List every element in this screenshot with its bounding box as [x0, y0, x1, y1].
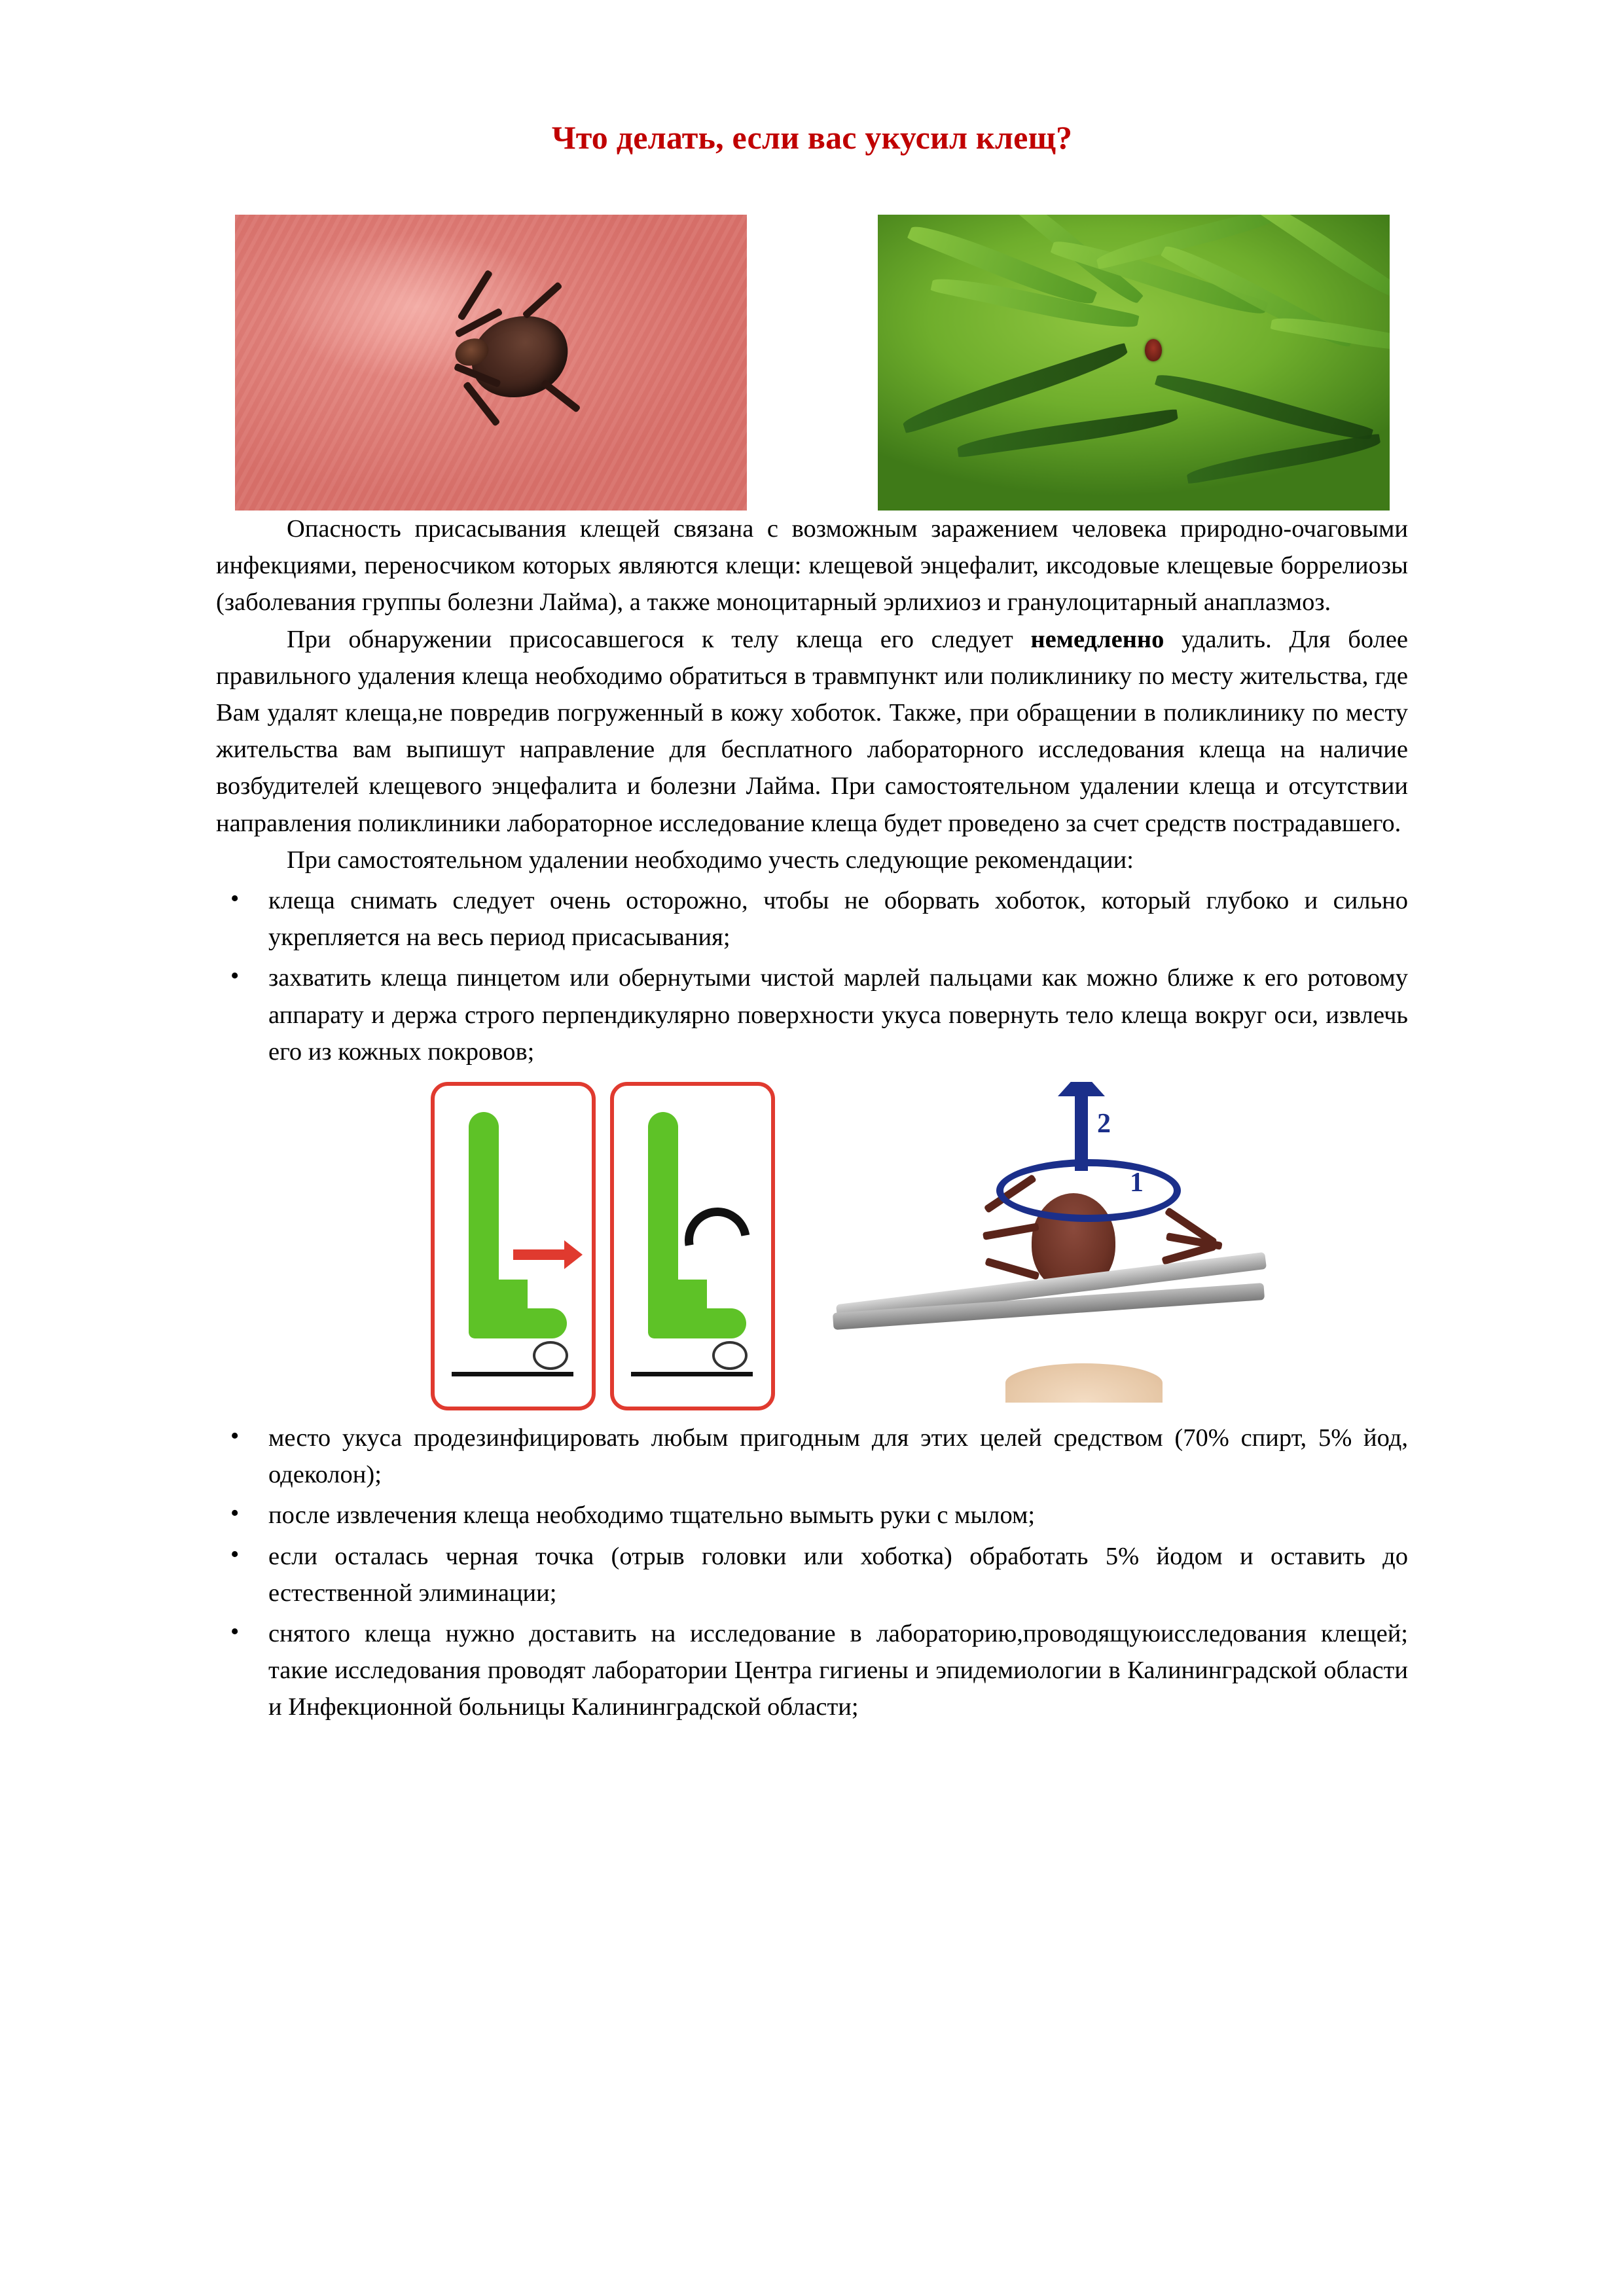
leaf-shape	[956, 408, 1179, 457]
tick-icon	[533, 1341, 568, 1370]
tweezer-tip	[469, 1308, 567, 1338]
leaf-shape	[1270, 312, 1389, 356]
photo-figure-row	[216, 215, 1408, 511]
intro-paragraph: Опасность присасывания клещей связана с возможным заражением человека природно-очаговыми инфекциями, переносчиком которых являются клещи: клещевой энцефалит, иксодовые клещевые боррелиозы (заболевания группы болезни Лайма), а также моноцитарный эрлихиоз и гранулоцитарный анаплазмоз.	[216, 515, 1408, 617]
tweezer-tip	[648, 1308, 746, 1338]
tweezer-arm	[648, 1112, 678, 1328]
tick-icon	[712, 1341, 748, 1370]
tick-on-leaf	[1145, 339, 1162, 361]
tick-on-leaves-photo	[878, 215, 1390, 511]
list-item: • если осталась черная точка (отрыв головки или хоботка) обработать 5% йодом и оставить до естественной элиминации;	[216, 1538, 1408, 1611]
tick-on-skin-photo	[235, 215, 747, 511]
recommendations-list-top	[216, 882, 1408, 1070]
tick-leg	[984, 1257, 1039, 1280]
page-title: Что делать, если вас укусил клещ?	[551, 119, 1073, 156]
diagram-step-rotate	[610, 1082, 775, 1410]
leaf-shape	[1185, 433, 1382, 484]
step-label-1: 1	[1130, 1168, 1144, 1198]
skin-surface-line	[452, 1372, 573, 1376]
tick-removal-diagram	[344, 1082, 1408, 1410]
diagram-step-pull	[431, 1082, 596, 1410]
list-item: • снятого клеща нужно доставить на исследование в лабораторию,проводящуюисследования клещей; такие исследования проводят лаборатории Центра гигиены и эпидемиологии в Калининградской области и Инфекционной больницы Калининградской области;	[216, 1615, 1408, 1726]
list-item: • клеща снимать следует очень осторожно, чтобы не оборвать хоботок, который глубоко и сильно укрепляется на весь период присасывания;	[216, 882, 1408, 956]
rotate-direction-arrow-icon	[672, 1194, 763, 1285]
list-item: • место укуса продезинфицировать любым пригодным для этих целей средством (70% спирт, 5% йод, одеколон);	[216, 1420, 1408, 1493]
rotation-ring-icon	[996, 1159, 1181, 1222]
leaf-shape	[1154, 368, 1373, 447]
pull-direction-arrow-icon	[513, 1249, 566, 1260]
lift-arrow-icon	[1075, 1092, 1088, 1171]
recommendations-list-bottom	[216, 1420, 1408, 1726]
skin-surface-line	[631, 1372, 753, 1376]
leaf-shape	[1254, 215, 1390, 305]
emphasis-immediately: немедленно	[1030, 625, 1164, 653]
tick-illustration	[451, 300, 575, 404]
step-label-2: 2	[1097, 1109, 1111, 1139]
removal-paragraph	[216, 621, 1408, 842]
tick-leg	[983, 1223, 1039, 1240]
diagram-step-extract	[789, 1082, 1321, 1403]
skin-surface	[1005, 1363, 1163, 1403]
recommendations-lead-in: При самостоятельном удалении необходимо учесть следующие рекомендации:	[287, 846, 1134, 874]
list-item: • после извлечения клеща необходимо тщательно вымыть руки с мылом;	[216, 1497, 1408, 1534]
removal-paragraph-part1: При обнаружении присосавшегося к телу клеща его следует	[287, 625, 1031, 653]
tweezer-arm	[469, 1112, 499, 1328]
list-item: • захватить клеща пинцетом или обернутыми чистой марлей пальцами как можно ближе к его ротовому аппарату и держа строго перпендикулярно поверхности укуса повернуть тело клеща вокруг оси, извлечь его из кожных покровов;	[216, 960, 1408, 1070]
removal-paragraph-part2: удалить. Для более правильного удаления клеща необходимо обратиться в травмпункт или поликлинику по месту жительства, где Вам удалят клеща,не повредив погруженный в кожу хоботок. Также, при обращении в поликлинику по месту жительства вам выпишут направление для бесплатного лабораторного исследования клеща на наличие возбудителей клещевого энцефалита и болезни Лайма. При самостоятельном удалении клеща и отсутствии направления поликлиники лабораторное исследование клеща будет проведено за счет средств пострадавшего.	[216, 625, 1408, 837]
